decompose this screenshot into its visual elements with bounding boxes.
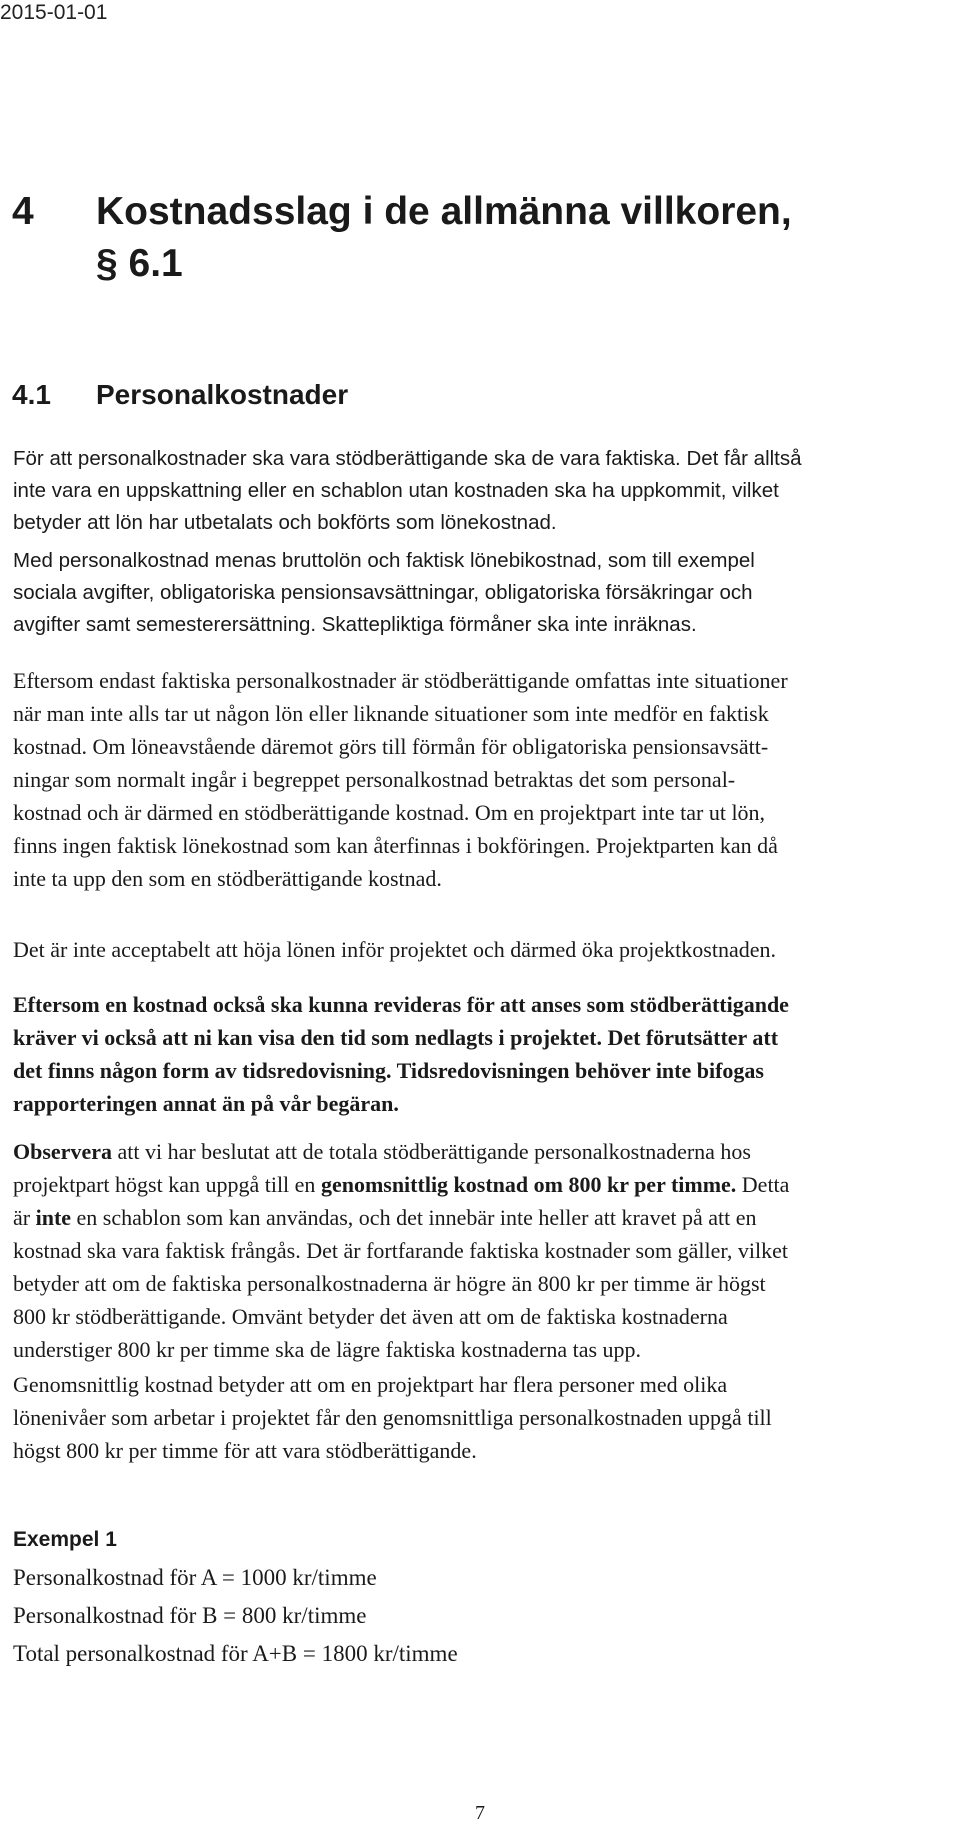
text-line: är inte en schablon som kan användas, och det innebär inte heller att kravet på att en <box>13 1205 757 1230</box>
paragraph-time-reporting <box>13 988 943 1120</box>
text-line: kostnad och är därmed en stödberättigande kostnad. Om en projektpart inte tar ut lön, <box>13 800 766 825</box>
chapter-number: 4 <box>12 190 34 233</box>
paragraph-personnel-cost-meaning <box>13 545 943 641</box>
paragraph-actual-costs <box>13 664 943 895</box>
text-line: det finns någon form av tidsredovisning. Tidsredovisningen behöver inte bifogas <box>13 1058 764 1083</box>
example-heading: Exempel 1 <box>13 1528 117 1551</box>
text-line: inte vara en uppskattning eller en schablon utan kostnaden ska ha uppkommit, vilket <box>13 479 779 502</box>
text-line: ningar som normalt ingår i begreppet personalkostnad betraktas det som personal- <box>13 767 736 792</box>
text-line: när man inte alls tar ut någon lön eller liknande situationer som inte medför en faktisk <box>13 701 769 726</box>
paragraph-definition <box>13 443 943 539</box>
text-line: sociala avgifter, obligatoriska pensionsavsättningar, obligatoriska försäkringar och <box>13 581 753 604</box>
chapter-title-line-2: § 6.1 <box>96 242 183 285</box>
example-line: Personalkostnad för A = 1000 kr/timme <box>13 1565 377 1590</box>
text-line: avgifter samt semesterersättning. Skattepliktiga förmåner ska inte inräknas. <box>13 613 697 636</box>
text-line: rapporteringen annat än på vår begäran. <box>13 1091 399 1116</box>
section-title: Personalkostnader <box>96 379 349 410</box>
text-line: projektpart högst kan uppgå till en genomsnittlig kostnad om 800 kr per timme. Detta <box>13 1172 790 1197</box>
text-line: Observera att vi har beslutat att de totala stödberättigande personalkostnaderna hos <box>13 1139 751 1164</box>
text-line: inte ta upp den som en stödberättigande kostnad. <box>13 866 442 891</box>
example-list <box>13 1559 458 1673</box>
text-line: Genomsnittlig kostnad betyder att om en projektpart har flera personer med olika <box>13 1372 728 1397</box>
text-line: Med personalkostnad menas bruttolön och faktisk lönebikostnad, som till exempel <box>13 549 755 572</box>
text-line: kostnad. Om löneavstående däremot görs till förmån för obligatoriska pensionsavsätt- <box>13 734 769 759</box>
example-line: Total personalkostnad för A+B = 1800 kr/timme <box>13 1641 458 1666</box>
text-line: Det är inte acceptabelt att höja lönen inför projektet och därmed öka projektkostnaden. <box>13 937 776 962</box>
chapter-title-line-1: Kostnadsslag i de allmänna villkoren, <box>96 190 792 233</box>
page-date: 2015-01-01 <box>0 1 108 24</box>
cap-emphasis: genomsnittlig kostnad om 800 kr per timme. <box>320 1172 737 1197</box>
text-line: lönenivåer som arbetar i projektet får den genomsnittliga personalkostnaden uppgå till <box>13 1405 772 1430</box>
text-line: Eftersom en kostnad också ska kunna revideras för att anses som stödberättigande <box>13 992 789 1017</box>
text-line: högst 800 kr per timme för att vara stödberättigande. <box>13 1438 477 1463</box>
text-line: finns ingen faktisk lönekostnad som kan återfinnas i bokföringen. Projektparten kan då <box>13 833 778 858</box>
section-number: 4.1 <box>12 379 51 410</box>
text-line: understiger 800 kr per timme ska de lägre faktiska kostnaderna tas upp. <box>13 1337 642 1362</box>
example-line: Personalkostnad för B = 800 kr/timme <box>13 1603 367 1628</box>
text-line: kostnad ska vara faktisk frångås. Det är fortfarande faktiska kostnader som gäller, vilket <box>13 1238 788 1263</box>
text-line: betyder att lön har utbetalats och bokförts som lönekostnad. <box>13 511 557 534</box>
section-heading <box>12 378 349 412</box>
paragraph-observe-cap <box>13 1135 943 1366</box>
text-line: För att personalkostnader ska vara stödberättigande ska de vara faktiska. Det får alltså <box>13 447 802 470</box>
text-line: kräver vi också att ni kan visa den tid som nedlagts i projektet. Det förutsätter att <box>13 1025 779 1050</box>
paragraph-salary-increase <box>13 933 943 966</box>
paragraph-average-cost <box>13 1368 943 1467</box>
text-line: 800 kr stödberättigande. Omvänt betyder det även att om de faktiska kostnaderna <box>13 1304 728 1329</box>
observe-emphasis: Observera <box>13 1139 112 1164</box>
not-emphasis: inte <box>35 1205 72 1230</box>
text-line: betyder att om de faktiska personalkostnaderna är högre än 800 kr per timme är högst <box>13 1271 766 1296</box>
page-number: 7 <box>475 1802 485 1824</box>
text-line: Eftersom endast faktiska personalkostnader är stödberättigande omfattas inte situationer <box>13 668 788 693</box>
